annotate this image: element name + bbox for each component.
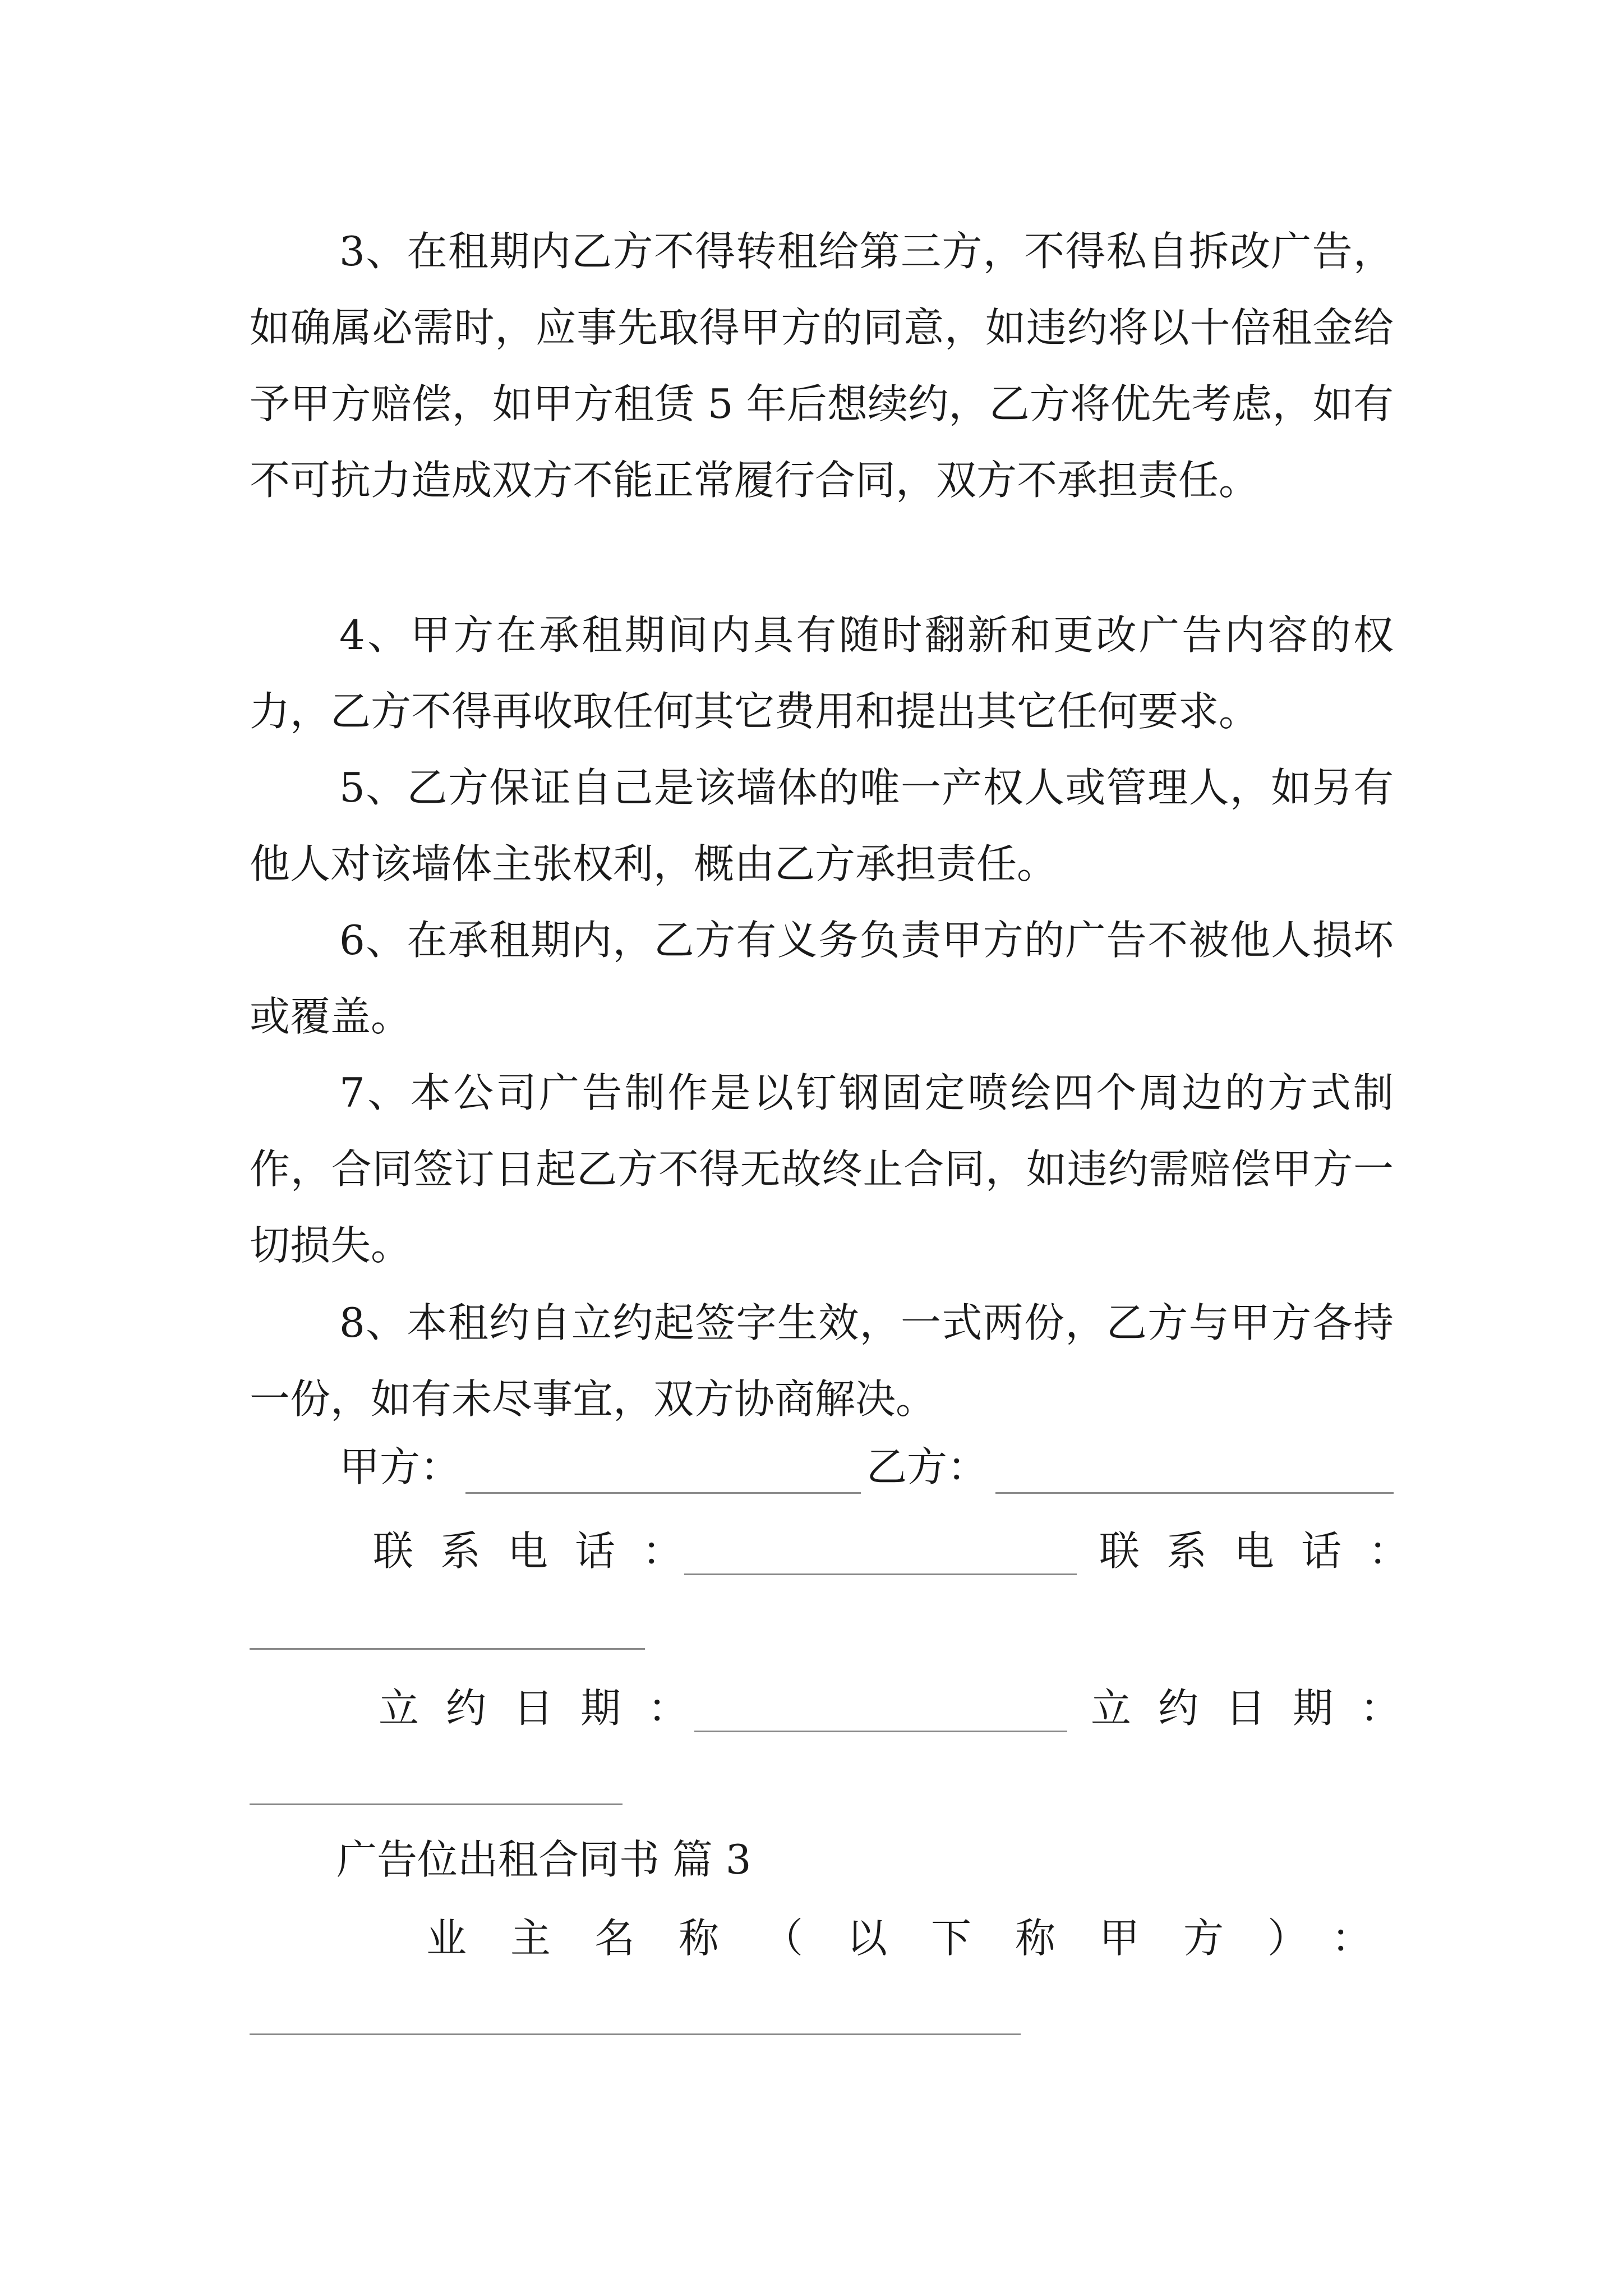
party-a-date-blank[interactable]: [694, 1731, 1067, 1732]
clause-4: 4、甲方在承租期间内具有随时翻新和更改广告内容的权力，乙方不得再收取任何其它费用和提出其它任何要求。: [250, 611, 1394, 735]
party-b-phone-label: 联系电话：: [1099, 1527, 1436, 1575]
party-a-signature-blank[interactable]: [465, 1492, 861, 1494]
party-b-signature-blank[interactable]: [995, 1492, 1394, 1494]
party-b-date-label: 立约日期：: [1091, 1685, 1428, 1732]
party-a-date-label: 立约日期：: [379, 1685, 716, 1732]
party-b-date-blank[interactable]: [250, 1803, 623, 1805]
clause-6: 6、在承租期内，乙方有义务负责甲方的广告不被他人损坏或覆盖。: [250, 917, 1394, 1040]
clause-8: 8、本租约自立约起签字生效，一式两份，乙方与甲方各持一份，如有未尽事宜，双方协商解决。: [250, 1299, 1394, 1423]
owner-name-label: 业主名称（以下称甲方）：: [426, 1915, 1416, 1962]
clause-7: 7、本公司广告制作是以钉钢固定喷绘四个周边的方式制作，合同签订日起乙方不得无故终止合同，如违约需赔偿甲方一切损失。: [250, 1069, 1394, 1269]
party-b-phone-blank[interactable]: [250, 1648, 645, 1650]
owner-name-blank[interactable]: [250, 2033, 1021, 2035]
party-a-label: 甲方：: [339, 1443, 461, 1490]
clause-3: 3、在租期内乙方不得转租给第三方，不得私自拆改广告，如确属必需时，应事先取得甲方的同意，如违约将以十倍租金给予甲方赔偿，如甲方租赁 5 年后想续约，乙方将优先考虑，如有不可抗力造成双方不能正常履行合同，双方不承担责任。: [250, 228, 1394, 504]
party-a-phone-blank[interactable]: [684, 1573, 1077, 1575]
party-a-phone-label: 联系电话：: [373, 1527, 710, 1575]
clause-5: 5、乙方保证自己是该墙体的唯一产权人或管理人，如另有他人对该墙体主张权利，概由乙方承担责任。: [250, 764, 1394, 887]
section-title: 广告位出租合同书 篇 3: [336, 1836, 751, 1883]
party-b-label: 乙方：: [866, 1443, 988, 1490]
